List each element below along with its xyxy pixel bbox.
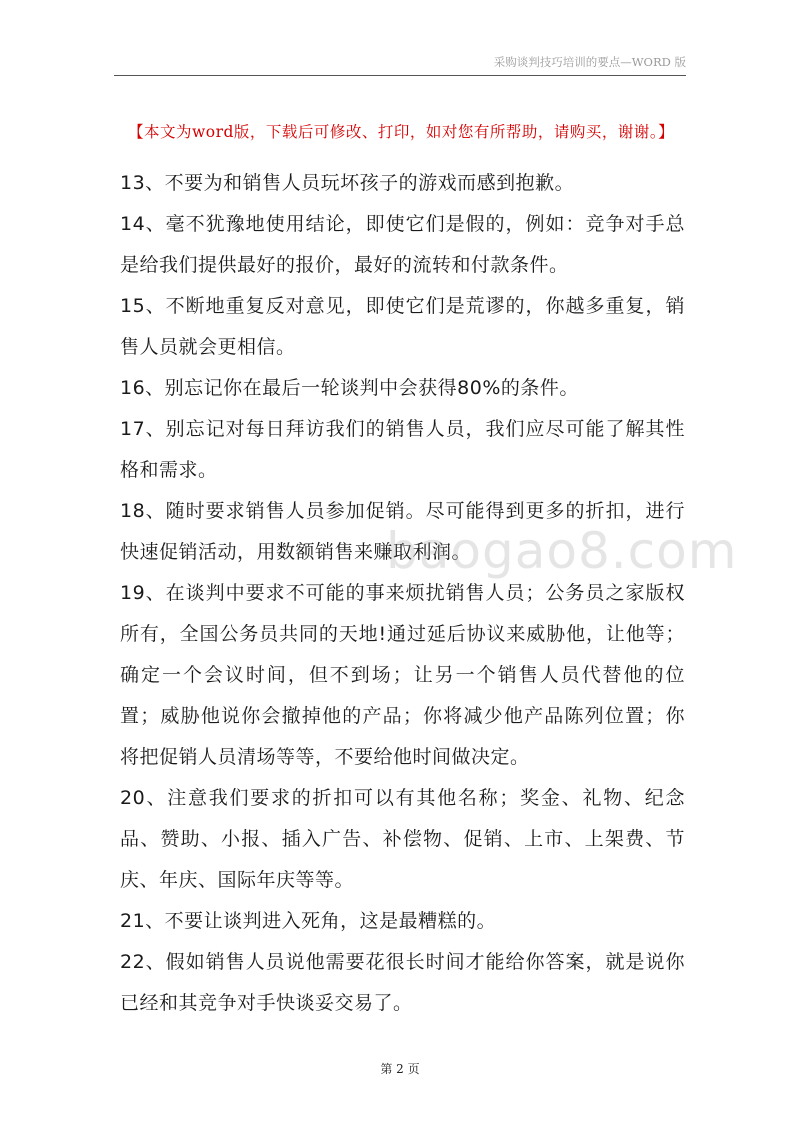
paragraph-19: 19、在谈判中要求不可能的事来烦扰销售人员；公务员之家版权所有，全国公务员共同的天地!通过延后协议来威胁他，让他等；确定一个会议时间，但不到场；让另一个销售人员代替他的位置；威胁他说你会撤掉他的产品；你将减少他产品陈列位置；你将把促销人员清场等等，不要给他时间做决定。 [120, 582, 685, 768]
paragraph-21: 21、不要让谈判进入死角，这是最糟糕的。 [120, 910, 497, 932]
watermark: baogao8.com [386, 522, 738, 580]
paragraph-22: 22、假如销售人员说他需要花很长时间才能给你答案，就是说你已经和其竞争对手快谈妥交易了。 [120, 951, 685, 1014]
paragraph-14: 14、毫不犹豫地使用结论，即使它们是假的，例如：竞争对手总是给我们提供最好的报价，最好的流转和付款条件。 [120, 213, 685, 276]
paragraph-13: 13、不要为和销售人员玩坏孩子的游戏而感到抱歉。 [120, 172, 575, 194]
paragraph-16: 16、别忘记你在最后一轮谈判中会获得80%的条件。 [120, 377, 579, 399]
document-body [120, 163, 685, 1024]
paragraph-17: 17、别忘记对每日拜访我们的销售人员，我们应尽可能了解其性格和需求。 [120, 418, 685, 481]
purchase-notice: 【本文为word版，下载后可修改、打印，如对您有所帮助，请购买，谢谢。】 [128, 123, 675, 141]
paragraph-20: 20、注意我们要求的折扣可以有其他名称；奖金、礼物、纪念品、赞助、小报、插入广告、补偿物、促销、上市、上架费、节庆、年庆、国际年庆等等。 [120, 787, 685, 891]
paragraph-15: 15、不断地重复反对意见，即使它们是荒谬的，你越多重复，销售人员就会更相信。 [120, 295, 685, 358]
header-divider [114, 75, 686, 76]
paragraph-18: 18、随时要求销售人员参加促销。尽可能得到更多的折扣，进行快速促销活动，用数额销售来赚取利润。 [120, 500, 685, 563]
page-number: 第 2 页 [380, 1062, 420, 1076]
header-title: 采购谈判技巧培训的要点—WORD 版 [493, 55, 686, 69]
